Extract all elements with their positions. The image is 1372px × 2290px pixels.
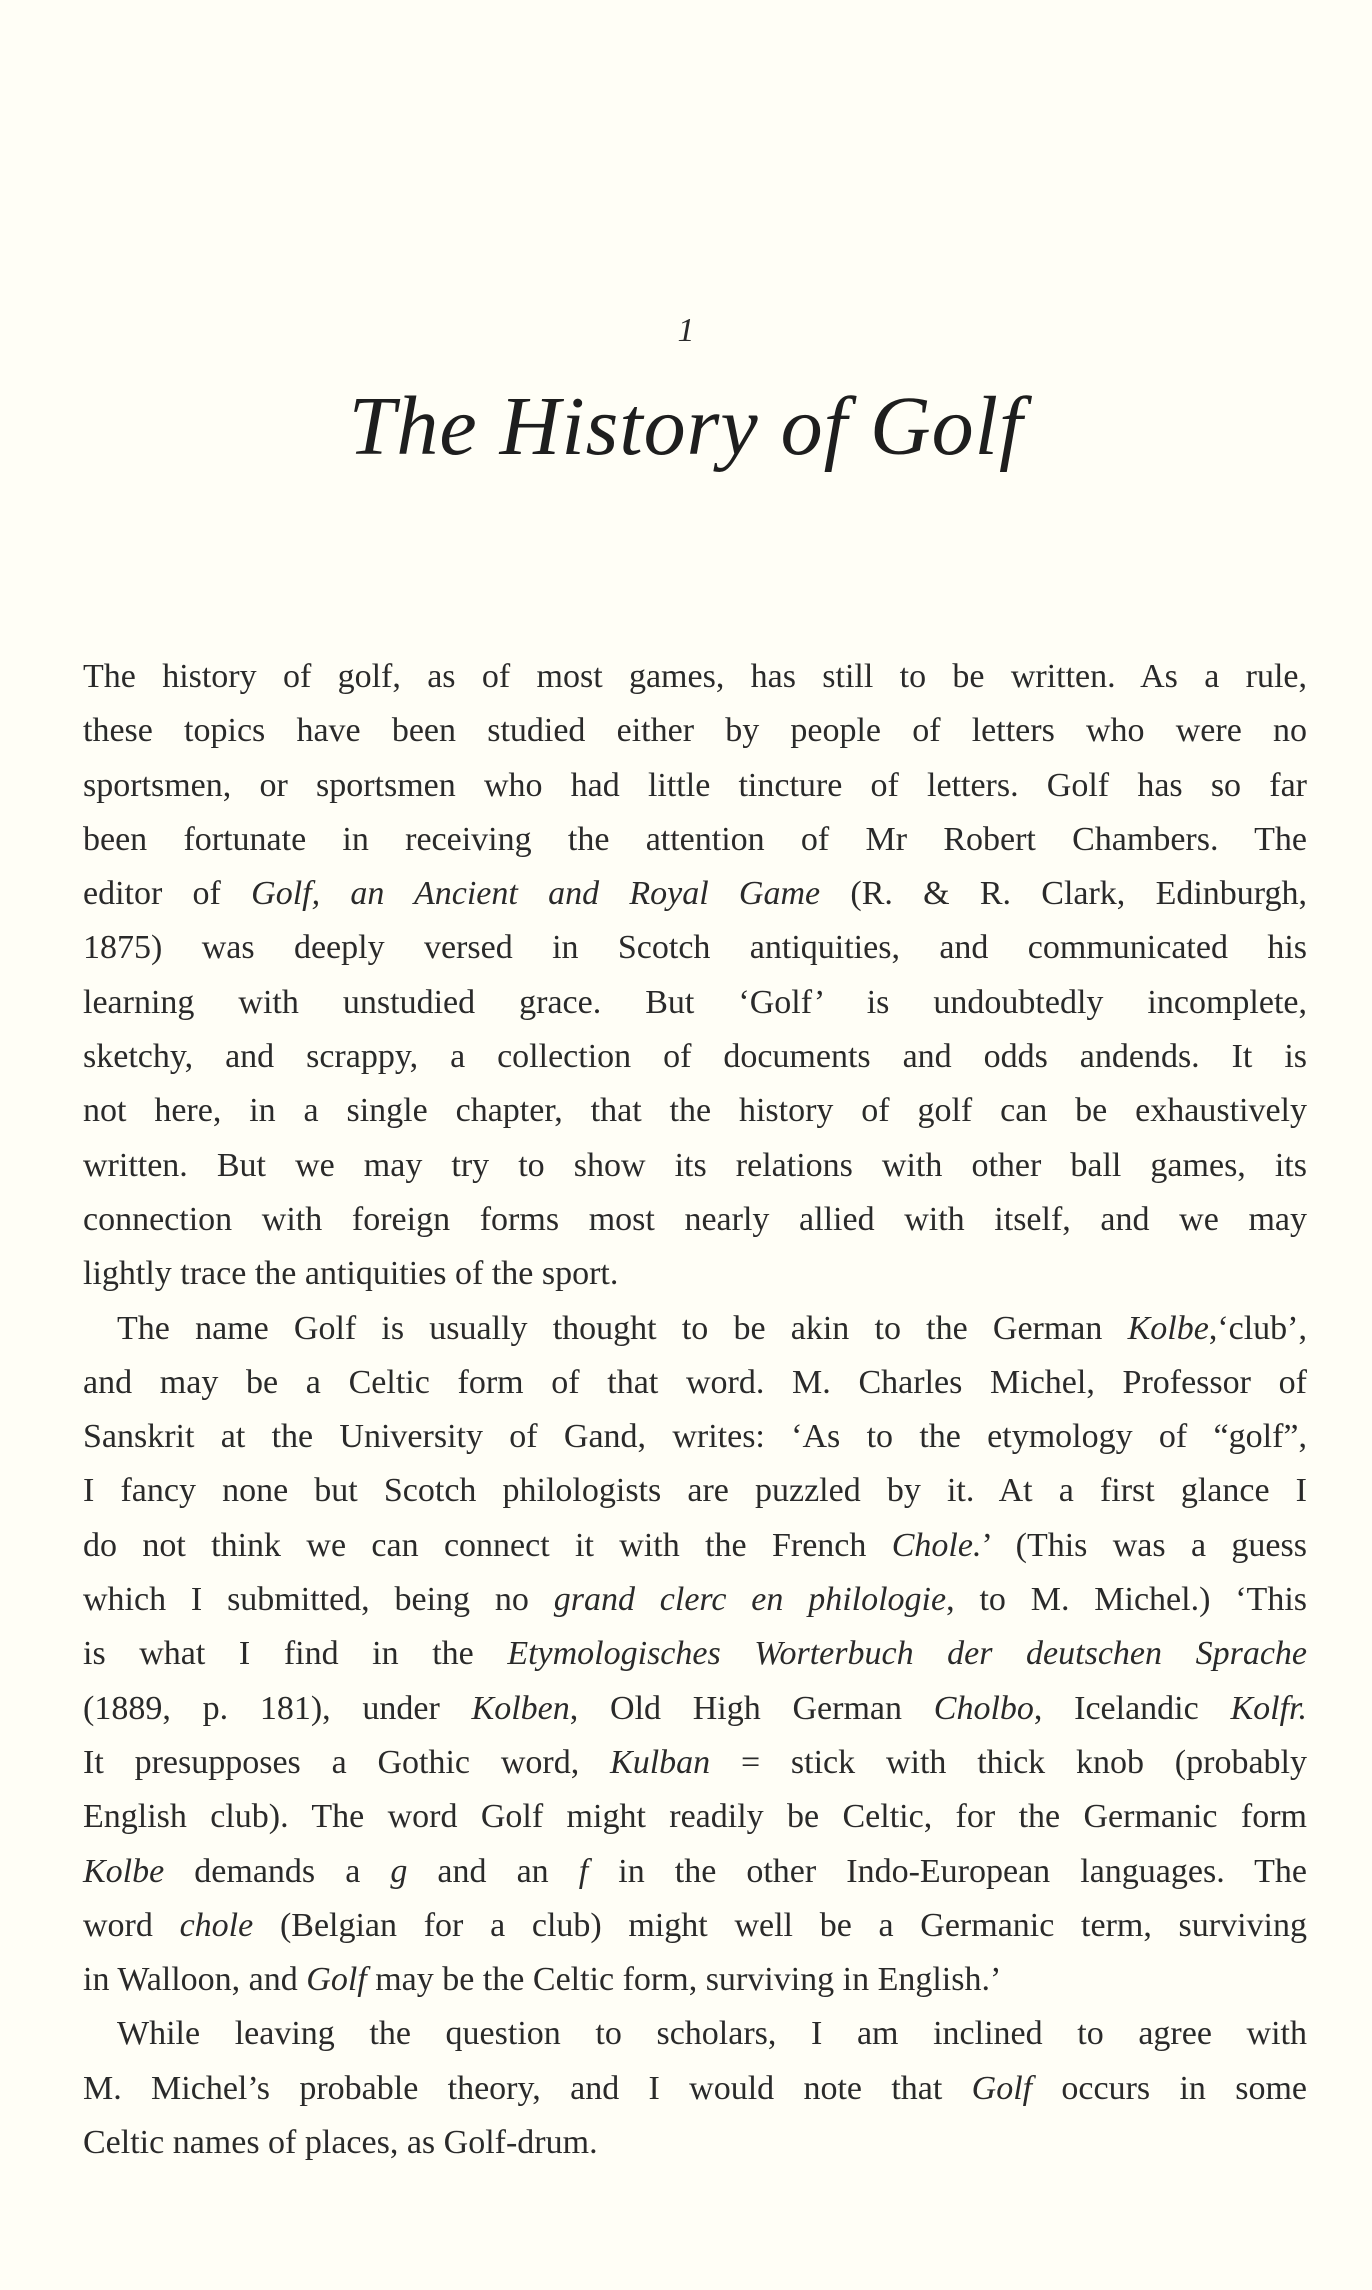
text-segment: M. Michel’s probable theory, and I would note that (83, 2069, 972, 2107)
text-line (83, 2062, 1307, 2116)
body-text (83, 650, 1307, 2170)
text-segment: in the other Indo-European languages. The (588, 1852, 1308, 1890)
text-segment: learning with unstudied grace. But ‘Golf’ is undoubtedly incomplete, (83, 983, 1307, 1021)
text-segment: these topics have been studied either by people of letters who were no (83, 712, 1307, 750)
text-line (83, 1464, 1307, 1518)
text-segment: do not think we can connect it with the French (83, 1526, 892, 1564)
chapter-number: 1 (677, 312, 695, 349)
text-segment: English club). The word Golf might readily be Celtic, for the Germanic form (83, 1798, 1307, 1836)
text-line (83, 1084, 1307, 1138)
text-segment: , Icelandic (1033, 1689, 1231, 1727)
italic-text: Golf (306, 1961, 367, 1999)
text-line (83, 704, 1307, 758)
italic-text: Kolbe (1127, 1309, 1209, 1347)
text-line (83, 1410, 1307, 1464)
italic-text: f (578, 1852, 589, 1890)
italic-text: Golf (971, 2069, 1033, 2107)
text-segment: and an (407, 1852, 579, 1890)
text-segment: It presupposes a Gothic word, (83, 1743, 611, 1781)
italic-text: grand clerc en philologie (553, 1581, 947, 1619)
text-segment: and may be a Celtic form of that word. M. Charles Michel, Professor of (83, 1363, 1307, 1401)
text-segment: sportsmen, or sportsmen who had little tincture of letters. Golf has so far (83, 766, 1307, 804)
text-line (83, 1627, 1307, 1681)
text-line (83, 759, 1307, 813)
italic-text: Kolben (471, 1689, 570, 1727)
text-segment: (R. & R. Clark, Edinburgh, (820, 875, 1307, 913)
text-segment: , Old High German (569, 1689, 934, 1727)
italic-text: Golf, an Ancient and Royal Game (251, 875, 821, 913)
text-segment: While leaving the question to scholars, I am inclined to agree with (117, 2015, 1307, 2053)
text-line (83, 1899, 1307, 1953)
text-line (83, 1845, 1307, 1899)
text-segment: (Belgian for a club) might well be a Germanic term, surviving (253, 1906, 1307, 1944)
text-line (83, 1139, 1307, 1193)
italic-text: Kolfr. (1230, 1689, 1308, 1727)
text-segment: I fancy none but Scotch philologists are puzzled by it. At a first glance I (83, 1472, 1307, 1510)
italic-text: chole (179, 1906, 254, 1944)
text-segment: editor of (83, 875, 252, 913)
text-segment: which I submitted, being no (83, 1581, 554, 1619)
text-segment: lightly trace the antiquities of the sport. (83, 1255, 619, 1293)
text-line (83, 813, 1307, 867)
text-segment: The history of golf, as of most games, has still to be written. As a rule, (83, 658, 1307, 695)
text-segment: (1889, p. 181), under (83, 1689, 472, 1727)
text-line (83, 2007, 1307, 2061)
text-line (83, 1356, 1307, 1410)
italic-text: Etymologisches Worterbuch der deutschen Sprache (507, 1635, 1307, 1673)
text-line (83, 867, 1307, 921)
text-segment: connection with foreign forms most nearly allied with itself, and we may (83, 1200, 1307, 1238)
text-segment: sketchy, and scrappy, a collection of documents and odds andends. It is (83, 1038, 1307, 1076)
text-line (83, 1030, 1307, 1084)
text-line (83, 1573, 1307, 1627)
italic-text: Cholbo (933, 1689, 1034, 1727)
text-line (83, 2116, 1307, 2170)
text-segment: demands a (164, 1852, 391, 1890)
text-line (83, 1790, 1307, 1844)
chapter-title: The History of Golf (348, 380, 1024, 473)
text-segment: ’ (This was a guess (981, 1526, 1307, 1564)
text-segment: 1875) was deeply versed in Scotch antiquities, and communicated his (83, 929, 1307, 967)
text-segment: been fortunate in receiving the attention of Mr Robert Chambers. The (83, 820, 1307, 858)
text-line (83, 1193, 1307, 1247)
text-line (83, 650, 1307, 704)
text-line (83, 1736, 1307, 1790)
text-segment: in Walloon, and (83, 1961, 307, 1999)
text-segment: , to M. Michel.) ‘This (946, 1581, 1308, 1619)
text-segment: Sanskrit at the University of Gand, writes: ‘As to the etymology of “golf”, (83, 1418, 1307, 1456)
italic-text: g (390, 1852, 408, 1890)
text-line (83, 1519, 1307, 1573)
text-segment: ,‘club’, (1208, 1309, 1307, 1347)
text-line (83, 1682, 1307, 1736)
text-line (83, 976, 1307, 1030)
text-segment: may be the Celtic form, surviving in English.’ (366, 1961, 1002, 1999)
text-segment: not here, in a single chapter, that the history of golf can be exhaustively (83, 1092, 1307, 1130)
text-segment: The name Golf is usually thought to be akin to the German (117, 1309, 1128, 1347)
text-segment: is what I find in the (83, 1635, 508, 1673)
italic-text: Kolbe (83, 1852, 165, 1890)
text-segment: Celtic names of places, as Golf-drum. (83, 2124, 598, 2162)
italic-text: Kulban (610, 1743, 711, 1781)
text-line (83, 1247, 1307, 1301)
text-line (83, 921, 1307, 975)
text-segment: occurs in some (1032, 2069, 1308, 2107)
text-line (83, 1302, 1307, 1356)
text-segment: = stick with thick knob (probably (710, 1743, 1307, 1781)
text-line (83, 1953, 1307, 2007)
text-segment: written. But we may try to show its relations with other ball games, its (83, 1146, 1307, 1184)
italic-text: Chole. (891, 1526, 982, 1564)
text-segment: word (83, 1906, 180, 1944)
